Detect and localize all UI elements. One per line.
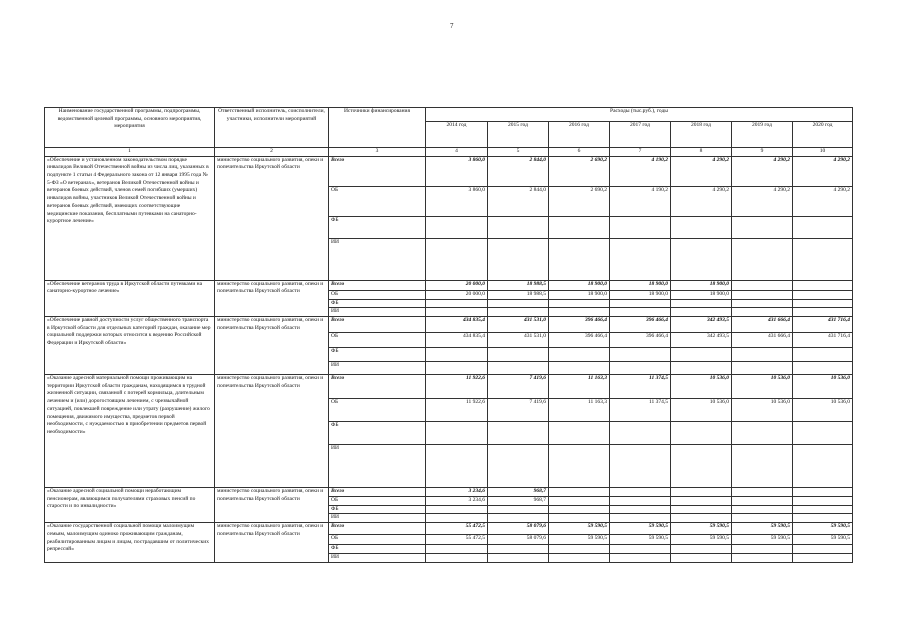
expense-value: 59 590,5 — [671, 523, 732, 535]
expense-value — [671, 216, 732, 238]
expense-value — [610, 554, 671, 563]
expense-value — [732, 554, 793, 563]
expense-value — [671, 554, 732, 563]
expense-value: 59 590,5 — [732, 535, 793, 545]
expense-value — [671, 348, 732, 362]
expense-value — [488, 422, 549, 445]
expense-value — [426, 216, 488, 238]
expense-value: 3 234,6 — [426, 488, 488, 497]
expense-value — [610, 422, 671, 445]
expense-value — [610, 488, 671, 497]
expense-value — [793, 445, 853, 488]
expense-value: 2 844,0 — [488, 186, 549, 216]
funding-source: ФБ — [329, 545, 426, 554]
expense-value — [610, 514, 671, 523]
expense-value — [732, 308, 793, 317]
expense-value: 342 493,5 — [671, 317, 732, 333]
expense-value: 396 466,4 — [549, 333, 610, 348]
expense-value — [671, 545, 732, 554]
expense-value: 10 536,0 — [793, 375, 853, 399]
responsible-executor: министерство социального развития, опеки и попечительства Иркутской области — [215, 280, 329, 316]
expense-value: 10 536,0 — [671, 399, 732, 422]
expense-value: 11 374,5 — [610, 399, 671, 422]
expense-value — [793, 299, 853, 308]
expense-value: 431 531,0 — [488, 317, 549, 333]
funding-source: ФБ — [329, 216, 426, 238]
funding-source: ОБ — [329, 333, 426, 348]
expense-value: 434 835,4 — [426, 333, 488, 348]
measure-name: «Оказание адресной социальной помощи неработающим пенсионерам, являющимся получателями страховых пенсий по старости и по инвалидности» — [45, 488, 215, 523]
header-year: 2019 год — [732, 122, 793, 148]
expense-value: 59 590,5 — [671, 535, 732, 545]
expense-value — [426, 445, 488, 488]
expense-value: 2 844,0 — [488, 156, 549, 186]
expense-value — [549, 545, 610, 554]
expense-value — [793, 362, 853, 375]
expense-value — [549, 308, 610, 317]
expense-value — [610, 545, 671, 554]
column-number: 7 — [610, 148, 671, 157]
column-number: 10 — [793, 148, 853, 157]
expense-value — [426, 422, 488, 445]
expense-value — [488, 545, 549, 554]
expense-value — [793, 216, 853, 238]
expense-value: 7 419,6 — [488, 399, 549, 422]
expense-value: 4 290,2 — [671, 186, 732, 216]
expense-value — [671, 505, 732, 514]
expense-value — [732, 445, 793, 488]
expense-value: 396 466,4 — [610, 333, 671, 348]
responsible-executor: министерство социального развития, опеки и попечительства Иркутской области — [215, 156, 329, 280]
funding-source: ИИ — [329, 514, 426, 523]
expense-value — [426, 308, 488, 317]
expense-value — [671, 362, 732, 375]
expense-value — [488, 514, 549, 523]
funding-source: ОБ — [329, 399, 426, 422]
expense-value: 18 988,5 — [488, 280, 549, 290]
header-year: 2020 год — [793, 122, 853, 148]
responsible-executor: министерство социального развития, опеки и попечительства Иркутской области — [215, 317, 329, 375]
expense-value — [426, 545, 488, 554]
funding-source: Всего — [329, 523, 426, 535]
expense-value — [671, 488, 732, 497]
funding-source: ФБ — [329, 422, 426, 445]
expense-value — [426, 348, 488, 362]
expense-value — [793, 308, 853, 317]
expense-value — [793, 422, 853, 445]
header-row-numbers — [45, 148, 853, 157]
expense-value: 3 234,6 — [426, 497, 488, 506]
expense-value — [549, 554, 610, 563]
expense-value: 431 666,4 — [732, 317, 793, 333]
expense-value — [793, 514, 853, 523]
expense-value — [671, 299, 732, 308]
expense-value: 11 374,5 — [610, 375, 671, 399]
responsible-executor: министерство социального развития, опеки и попечительства Иркутской области — [215, 488, 329, 523]
funding-source: Всего — [329, 375, 426, 399]
column-number: 8 — [671, 148, 732, 157]
expense-value: 18 900,0 — [671, 280, 732, 290]
expense-value — [732, 348, 793, 362]
expense-value — [549, 216, 610, 238]
expense-value — [732, 505, 793, 514]
expense-value: 10 536,0 — [793, 399, 853, 422]
funding-source: ФБ — [329, 505, 426, 514]
expense-value — [732, 545, 793, 554]
expense-value — [610, 362, 671, 375]
expense-value — [549, 299, 610, 308]
responsible-executor: министерство социального развития, опеки и попечительства Иркутской области — [215, 375, 329, 488]
measure-name: «Оказание адресной материальной помощи проживающим на территории Иркутской области гражданам, находящимся в трудной жизненной ситуации, связанной с потерей кормильца, длительным лечением и (или) дорогостоящим лечением, с чрезвычайной ситуацией, повлекшей повреждение или утрату (разрушение) жилого помещения, движимого имущества, предметов первой необходимости, с нуждаемостью в приобретении предметов первой необходимости» — [45, 375, 215, 488]
expense-value: 11 163,3 — [549, 399, 610, 422]
header-year: 2017 год — [610, 122, 671, 148]
funding-source: ИИ — [329, 554, 426, 563]
expense-value — [793, 488, 853, 497]
expense-value — [549, 362, 610, 375]
column-number: 5 — [488, 148, 549, 157]
expense-value — [610, 445, 671, 488]
expense-value — [549, 422, 610, 445]
expense-value — [426, 554, 488, 563]
expense-value: 11 922,6 — [426, 399, 488, 422]
expense-value — [793, 554, 853, 563]
expense-value — [793, 290, 853, 299]
expense-value: 4 190,2 — [610, 186, 671, 216]
responsible-executor: министерство социального развития, опеки и попечительства Иркутской области — [215, 523, 329, 563]
column-number: 9 — [732, 148, 793, 157]
funding-source: ОБ — [329, 535, 426, 545]
expense-value — [793, 280, 853, 290]
expense-value: 59 590,5 — [610, 523, 671, 535]
funding-source: ОБ — [329, 186, 426, 216]
table-row — [45, 375, 853, 399]
funding-source: ФБ — [329, 299, 426, 308]
expense-value — [732, 238, 793, 280]
measure-name: «Обеспечение и установленном законодательством порядке инвалидов Великой Отечественной войны из числа лиц, указанных в подпункте 1 статьи 4 Федерального закона от 12 января 1995 года № 5-ФЗ «О ветеранах», ветеранов Великой Отечественной войны и ветеранов боевых действий, членов семей погибших (умерших) инвалидов войны, участников Великой Отечественной войны и ветеранов боевых действий, имеющих соответствующие медицинские показания, бесплатными путевками на санаторно-курортное лечение» — [45, 156, 215, 280]
expense-value: 18 900,0 — [610, 290, 671, 299]
expense-value: 59 590,5 — [793, 523, 853, 535]
expense-value — [732, 497, 793, 506]
column-number: 3 — [329, 148, 426, 157]
table-row — [45, 280, 853, 290]
expense-value — [671, 308, 732, 317]
column-number: 1 — [45, 148, 215, 157]
header-name: Наименование государственной программы, подпрограммы, ведомственной целевой программы, основного мероприятия, мероприятия — [45, 108, 215, 148]
expense-value: 396 466,4 — [610, 317, 671, 333]
expense-value — [793, 505, 853, 514]
expense-value: 4 290,2 — [671, 156, 732, 186]
expense-value — [426, 299, 488, 308]
expense-value — [671, 497, 732, 506]
expense-value — [732, 488, 793, 497]
column-number: 4 — [426, 148, 488, 157]
header-year: 2018 год — [671, 122, 732, 148]
header-responsible: Ответственный исполнитель, соисполнители, участники, исполнители мероприятий — [215, 108, 329, 148]
expense-value: 396 466,4 — [549, 317, 610, 333]
expense-value: 18 900,0 — [549, 280, 610, 290]
expense-value — [732, 280, 793, 290]
expense-value: 20 000,0 — [426, 280, 488, 290]
table-row — [45, 317, 853, 333]
expense-value — [549, 348, 610, 362]
expense-value — [732, 362, 793, 375]
expense-value: 3 860,0 — [426, 156, 488, 186]
expense-value — [793, 497, 853, 506]
expense-value — [610, 299, 671, 308]
expense-value — [488, 216, 549, 238]
expense-value: 11 922,6 — [426, 375, 488, 399]
expense-value — [549, 514, 610, 523]
funding-source: Всего — [329, 280, 426, 290]
expense-value — [426, 238, 488, 280]
expense-value: 4 190,2 — [610, 156, 671, 186]
funding-source: Всего — [329, 488, 426, 497]
expense-value: 4 290,2 — [793, 156, 853, 186]
funding-source: Всего — [329, 317, 426, 333]
expense-value — [671, 514, 732, 523]
funding-source: ОБ — [329, 290, 426, 299]
expense-value — [549, 445, 610, 488]
expense-value: 431 531,0 — [488, 333, 549, 348]
expense-value — [488, 445, 549, 488]
expense-value: 18 988,5 — [488, 290, 549, 299]
expense-value — [732, 216, 793, 238]
measure-name: «Оказание государственной социальной помощи малоимущим семьям, малоимущим одиноко проживающим гражданам, реабилитированным лицам и лицам, пострадавшим от политических репрессий» — [45, 523, 215, 563]
expense-value — [732, 422, 793, 445]
expense-value: 2 690,2 — [549, 156, 610, 186]
expense-value — [610, 348, 671, 362]
expense-value: 4 290,2 — [732, 186, 793, 216]
funding-source: Всего — [329, 156, 426, 186]
expense-value: 7 419,6 — [488, 375, 549, 399]
expense-value: 58 079,6 — [488, 523, 549, 535]
expense-value — [732, 299, 793, 308]
expense-value: 59 590,5 — [549, 523, 610, 535]
expense-value: 342 493,5 — [671, 333, 732, 348]
expense-value — [793, 545, 853, 554]
expense-value: 968,7 — [488, 497, 549, 506]
expense-value: 431 666,4 — [732, 333, 793, 348]
expense-value: 18 900,0 — [610, 280, 671, 290]
expense-value: 2 690,2 — [549, 186, 610, 216]
column-number: 2 — [215, 148, 329, 157]
expense-value — [793, 348, 853, 362]
table-row — [45, 156, 853, 186]
expense-value: 20 000,0 — [426, 290, 488, 299]
table-row — [45, 488, 853, 497]
expense-value: 3 860,0 — [426, 186, 488, 216]
expense-value — [426, 362, 488, 375]
expense-value — [488, 554, 549, 563]
expense-value — [732, 514, 793, 523]
funding-source: ИИ — [329, 308, 426, 317]
expense-value: 4 290,2 — [732, 156, 793, 186]
expense-value: 10 536,0 — [671, 375, 732, 399]
expense-value — [610, 308, 671, 317]
expense-value — [549, 238, 610, 280]
funding-source: ИИ — [329, 238, 426, 280]
expense-value — [549, 505, 610, 514]
expense-value — [671, 422, 732, 445]
expense-value — [549, 488, 610, 497]
expense-value: 4 290,2 — [793, 186, 853, 216]
expense-value — [793, 238, 853, 280]
expense-value: 10 536,0 — [732, 375, 793, 399]
expense-value: 968,7 — [488, 488, 549, 497]
expense-value: 431 716,4 — [793, 333, 853, 348]
expense-value: 55 472,5 — [426, 535, 488, 545]
expense-value: 18 900,0 — [549, 290, 610, 299]
expense-value — [426, 505, 488, 514]
expense-value: 55 472,5 — [426, 523, 488, 535]
header-year: 2014 год — [426, 122, 488, 148]
expense-value — [549, 497, 610, 506]
expense-value: 59 590,5 — [732, 523, 793, 535]
expense-value — [610, 497, 671, 506]
expense-value — [671, 445, 732, 488]
table-body — [45, 108, 853, 563]
expense-value — [610, 238, 671, 280]
expense-value — [610, 505, 671, 514]
expense-value: 58 079,6 — [488, 535, 549, 545]
expense-value — [488, 362, 549, 375]
expense-value — [426, 514, 488, 523]
expense-value — [488, 238, 549, 280]
expenses-table — [44, 107, 853, 563]
expense-value: 18 900,0 — [671, 290, 732, 299]
header-expenses: Расходы (тыс.руб.), годы — [426, 108, 853, 122]
header-year: 2015 год — [488, 122, 549, 148]
expense-value: 431 716,4 — [793, 317, 853, 333]
header-year: 2016 год — [549, 122, 610, 148]
header-row-top — [45, 108, 853, 122]
expense-value — [671, 238, 732, 280]
expense-value — [488, 348, 549, 362]
expense-value — [488, 505, 549, 514]
funding-source: ИИ — [329, 445, 426, 488]
expense-value: 59 590,5 — [793, 535, 853, 545]
expense-value — [610, 216, 671, 238]
expense-value: 11 163,3 — [549, 375, 610, 399]
measure-name: «Обеспечение ветеранов труда в Иркутской области путевками на санаторно-курортное лечение» — [45, 280, 215, 316]
page-number: 7 — [450, 22, 454, 30]
column-number: 6 — [549, 148, 610, 157]
header-source: Источники финансирования — [329, 108, 426, 148]
expense-value — [732, 290, 793, 299]
funding-source: ОБ — [329, 497, 426, 506]
expense-value: 59 590,5 — [549, 535, 610, 545]
expense-value: 434 835,4 — [426, 317, 488, 333]
measure-name: «Обеспечение равной доступности услуг общественного транспорта в Иркутской области для отдельных категорий граждан, оказание мер социальной поддержки которых относится к ведению Российской Федерации и Иркутской области» — [45, 317, 215, 375]
funding-source: ФБ — [329, 348, 426, 362]
expense-value — [488, 308, 549, 317]
expense-value: 10 536,0 — [732, 399, 793, 422]
funding-source: ИИ — [329, 362, 426, 375]
table-row — [45, 523, 853, 535]
expense-value: 59 590,5 — [610, 535, 671, 545]
expense-value — [488, 299, 549, 308]
